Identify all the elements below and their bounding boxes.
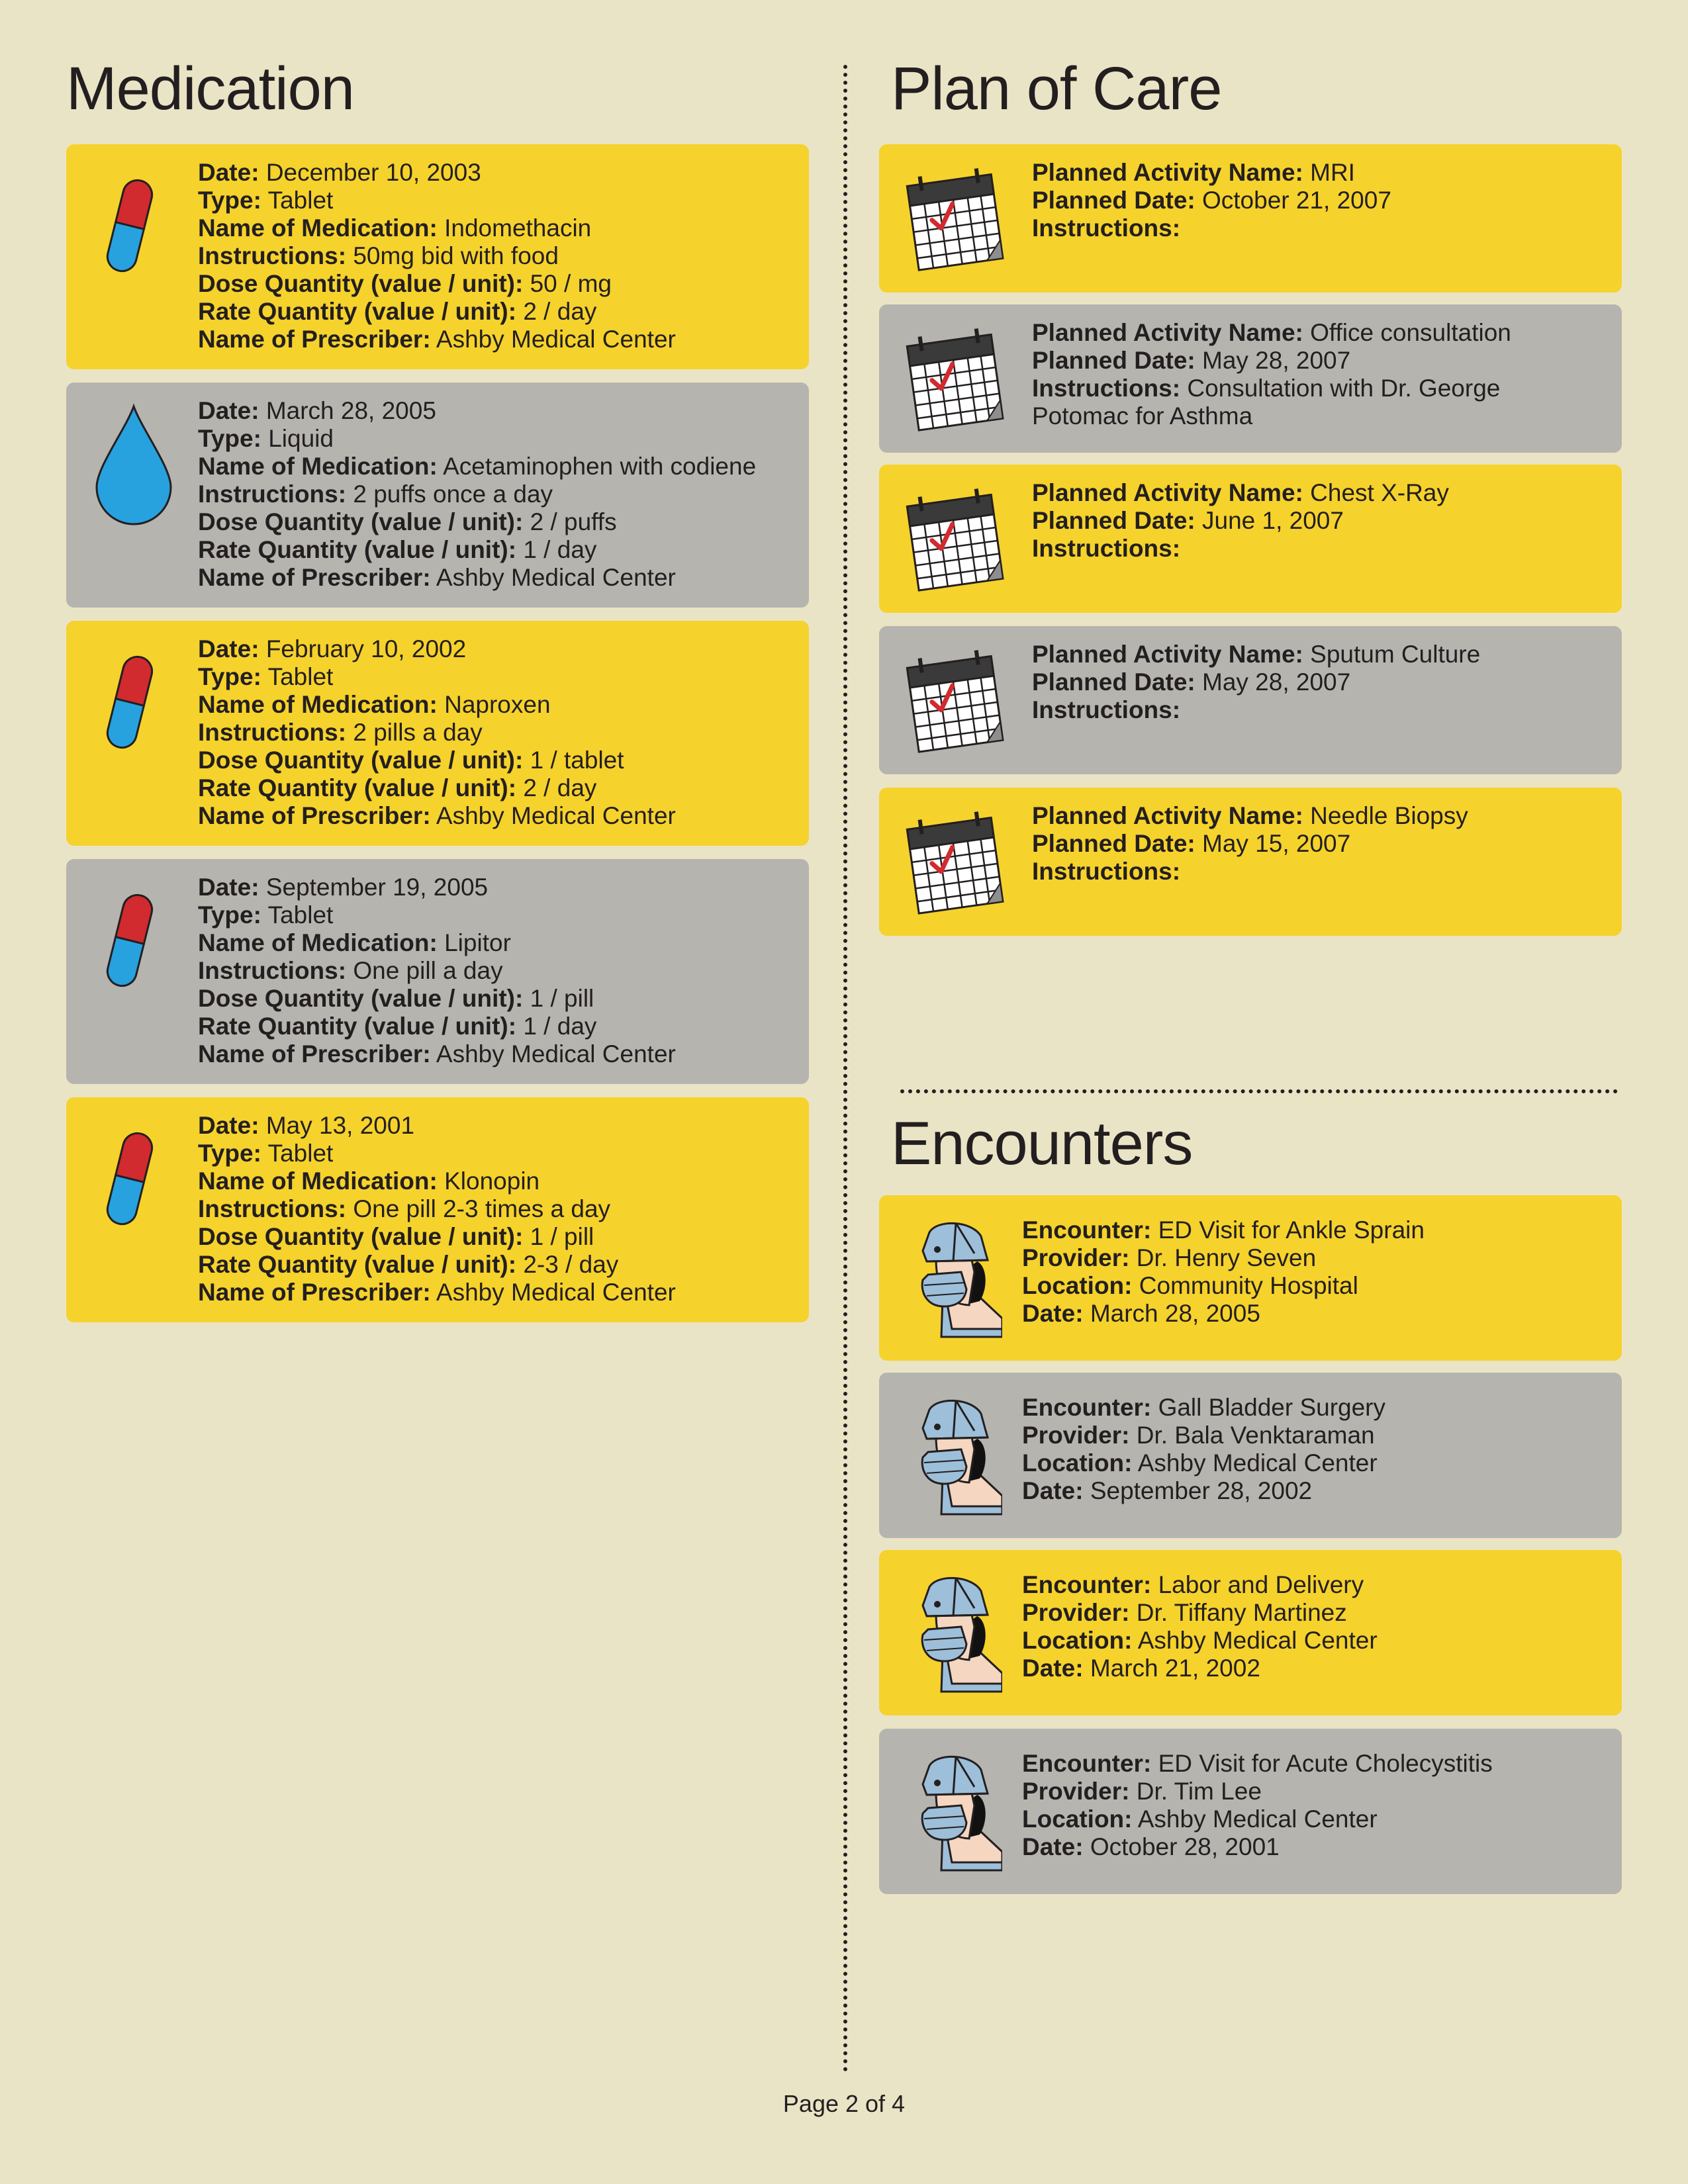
liquid-drop-icon bbox=[91, 402, 176, 531]
medication-type-row: Type: Liquid bbox=[198, 425, 334, 452]
medication-type-row: Type: Tablet bbox=[198, 901, 334, 929]
planned-activity-row: Planned Activity Name: Needle Biopsy bbox=[1032, 802, 1468, 829]
surgeon-icon bbox=[903, 1396, 1002, 1519]
calendar-check-icon bbox=[898, 323, 1010, 439]
planned-activity-row: Planned Activity Name: Sputum Culture bbox=[1032, 641, 1481, 668]
medication-date-row: Date: December 10, 2003 bbox=[198, 159, 481, 186]
encounter-card bbox=[879, 1373, 1622, 1538]
medication-type-row: Type: Tablet bbox=[198, 1140, 334, 1167]
planned-date-row: Planned Date: June 1, 2007 bbox=[1032, 507, 1344, 534]
encounter-location-row: Location: Community Hospital bbox=[1022, 1272, 1358, 1299]
medication-dose-row: Dose Quantity (value / unit): 50 / mg bbox=[198, 270, 612, 297]
calendar-check-icon bbox=[898, 163, 1010, 279]
plan-of-care-card bbox=[879, 788, 1622, 936]
medication-rate-row: Rate Quantity (value / unit): 2-3 / day bbox=[198, 1251, 619, 1278]
plan-of-care-card bbox=[879, 626, 1622, 774]
planned-instructions-row: Instructions: Consultation with Dr. George Potomac for Asthma bbox=[1032, 375, 1501, 430]
encounter-date-row: Date: March 28, 2005 bbox=[1022, 1300, 1260, 1327]
encounter-name-row: Encounter: ED Visit for Ankle Sprain bbox=[1022, 1216, 1425, 1244]
planned-instructions-row: Instructions: bbox=[1032, 214, 1181, 242]
pill-capsule-icon bbox=[98, 163, 162, 292]
medication-name-row: Name of Medication: Klonopin bbox=[198, 1167, 540, 1195]
plan-of-care-card bbox=[879, 465, 1622, 613]
medication-card bbox=[66, 859, 809, 1084]
medication-date-row: Date: February 10, 2002 bbox=[198, 635, 467, 662]
medication-dose-row: Dose Quantity (value / unit): 1 / pill bbox=[198, 985, 594, 1012]
encounter-provider-row: Provider: Dr. Tiffany Martinez bbox=[1022, 1599, 1347, 1626]
medication-instructions-row: Instructions: 50mg bid with food bbox=[198, 242, 559, 269]
encounter-provider-row: Provider: Dr. Tim Lee bbox=[1022, 1778, 1262, 1805]
plan-of-care-title: Plan of Care bbox=[891, 55, 1222, 122]
encounter-card bbox=[879, 1195, 1622, 1361]
column-divider bbox=[843, 65, 847, 2073]
calendar-check-icon bbox=[898, 645, 1010, 760]
planned-date-row: Planned Date: October 21, 2007 bbox=[1032, 187, 1391, 214]
medication-name-row: Name of Medication: Naproxen bbox=[198, 691, 551, 718]
medication-name-row: Name of Medication: Lipitor bbox=[198, 929, 511, 956]
pill-capsule-icon bbox=[98, 878, 162, 1007]
medication-instructions-row: Instructions: 2 pills a day bbox=[198, 719, 483, 746]
medication-prescriber-row: Name of Prescriber: Ashby Medical Center bbox=[198, 802, 676, 829]
medication-card bbox=[66, 383, 809, 608]
medication-card bbox=[66, 621, 809, 846]
encounter-name-row: Encounter: Labor and Delivery bbox=[1022, 1571, 1364, 1598]
encounter-date-row: Date: October 28, 2001 bbox=[1022, 1833, 1280, 1860]
medication-prescriber-row: Name of Prescriber: Ashby Medical Center bbox=[198, 1279, 676, 1306]
medication-instructions-row: Instructions: 2 puffs once a day bbox=[198, 480, 553, 508]
medication-instructions-row: Instructions: One pill a day bbox=[198, 957, 503, 984]
medication-date-row: Date: May 13, 2001 bbox=[198, 1112, 415, 1139]
encounter-location-row: Location: Ashby Medical Center bbox=[1022, 1449, 1378, 1477]
planned-date-row: Planned Date: May 15, 2007 bbox=[1032, 830, 1351, 857]
plan-of-care-card bbox=[879, 144, 1622, 293]
surgeon-icon bbox=[903, 1752, 1002, 1875]
surgeon-icon bbox=[903, 1219, 1002, 1342]
medication-instructions-row: Instructions: One pill 2-3 times a day bbox=[198, 1195, 611, 1222]
section-divider bbox=[900, 1089, 1618, 1093]
medication-type-row: Type: Tablet bbox=[198, 187, 334, 214]
encounter-date-row: Date: September 28, 2002 bbox=[1022, 1477, 1313, 1504]
medication-dose-row: Dose Quantity (value / unit): 2 / puffs bbox=[198, 508, 617, 535]
planned-activity-row: Planned Activity Name: Chest X-Ray bbox=[1032, 479, 1449, 506]
medication-prescriber-row: Name of Prescriber: Ashby Medical Center bbox=[198, 1040, 676, 1068]
surgeon-icon bbox=[903, 1574, 1002, 1696]
medication-name-row: Name of Medication: Indomethacin bbox=[198, 214, 592, 242]
medication-title: Medication bbox=[66, 55, 354, 122]
encounter-provider-row: Provider: Dr. Henry Seven bbox=[1022, 1244, 1317, 1271]
planned-instructions-row: Instructions: bbox=[1032, 696, 1181, 723]
medication-prescriber-row: Name of Prescriber: Ashby Medical Center bbox=[198, 564, 676, 591]
medication-name-row: Name of Medication: Acetaminophen with codiene bbox=[198, 453, 757, 480]
planned-activity-row: Planned Activity Name: Office consultation bbox=[1032, 319, 1511, 346]
pill-capsule-icon bbox=[98, 639, 162, 768]
medication-dose-row: Dose Quantity (value / unit): 1 / tablet bbox=[198, 747, 624, 774]
medication-card bbox=[66, 1097, 809, 1322]
medication-date-row: Date: September 19, 2005 bbox=[198, 874, 489, 901]
medication-rate-row: Rate Quantity (value / unit): 2 / day bbox=[198, 774, 597, 801]
planned-instructions-row: Instructions: bbox=[1032, 535, 1181, 562]
encounter-location-row: Location: Ashby Medical Center bbox=[1022, 1805, 1378, 1833]
encounter-name-row: Encounter: ED Visit for Acute Cholecystitis bbox=[1022, 1750, 1493, 1777]
encounter-card bbox=[879, 1729, 1622, 1894]
medication-rate-row: Rate Quantity (value / unit): 2 / day bbox=[198, 298, 597, 325]
planned-date-row: Planned Date: May 28, 2007 bbox=[1032, 347, 1351, 374]
calendar-check-icon bbox=[898, 483, 1010, 599]
calendar-check-icon bbox=[898, 806, 1010, 922]
encounter-card bbox=[879, 1550, 1622, 1715]
encounter-date-row: Date: March 21, 2002 bbox=[1022, 1655, 1260, 1682]
encounter-provider-row: Provider: Dr. Bala Venktaraman bbox=[1022, 1422, 1375, 1449]
encounter-location-row: Location: Ashby Medical Center bbox=[1022, 1627, 1378, 1654]
medication-card bbox=[66, 144, 809, 369]
medication-dose-row: Dose Quantity (value / unit): 1 / pill bbox=[198, 1223, 594, 1250]
encounter-name-row: Encounter: Gall Bladder Surgery bbox=[1022, 1394, 1386, 1421]
medication-prescriber-row: Name of Prescriber: Ashby Medical Center bbox=[198, 326, 676, 353]
planned-activity-row: Planned Activity Name: MRI bbox=[1032, 159, 1355, 186]
pill-capsule-icon bbox=[98, 1116, 162, 1245]
planned-instructions-row: Instructions: bbox=[1032, 858, 1181, 885]
medication-rate-row: Rate Quantity (value / unit): 1 / day bbox=[198, 536, 597, 563]
plan-of-care-card bbox=[879, 304, 1622, 453]
page-number: Page 2 of 4 bbox=[782, 2090, 906, 2117]
encounters-title: Encounters bbox=[891, 1110, 1193, 1177]
medication-type-row: Type: Tablet bbox=[198, 663, 334, 690]
medication-rate-row: Rate Quantity (value / unit): 1 / day bbox=[198, 1013, 597, 1040]
medication-date-row: Date: March 28, 2005 bbox=[198, 397, 436, 424]
planned-date-row: Planned Date: May 28, 2007 bbox=[1032, 668, 1351, 696]
